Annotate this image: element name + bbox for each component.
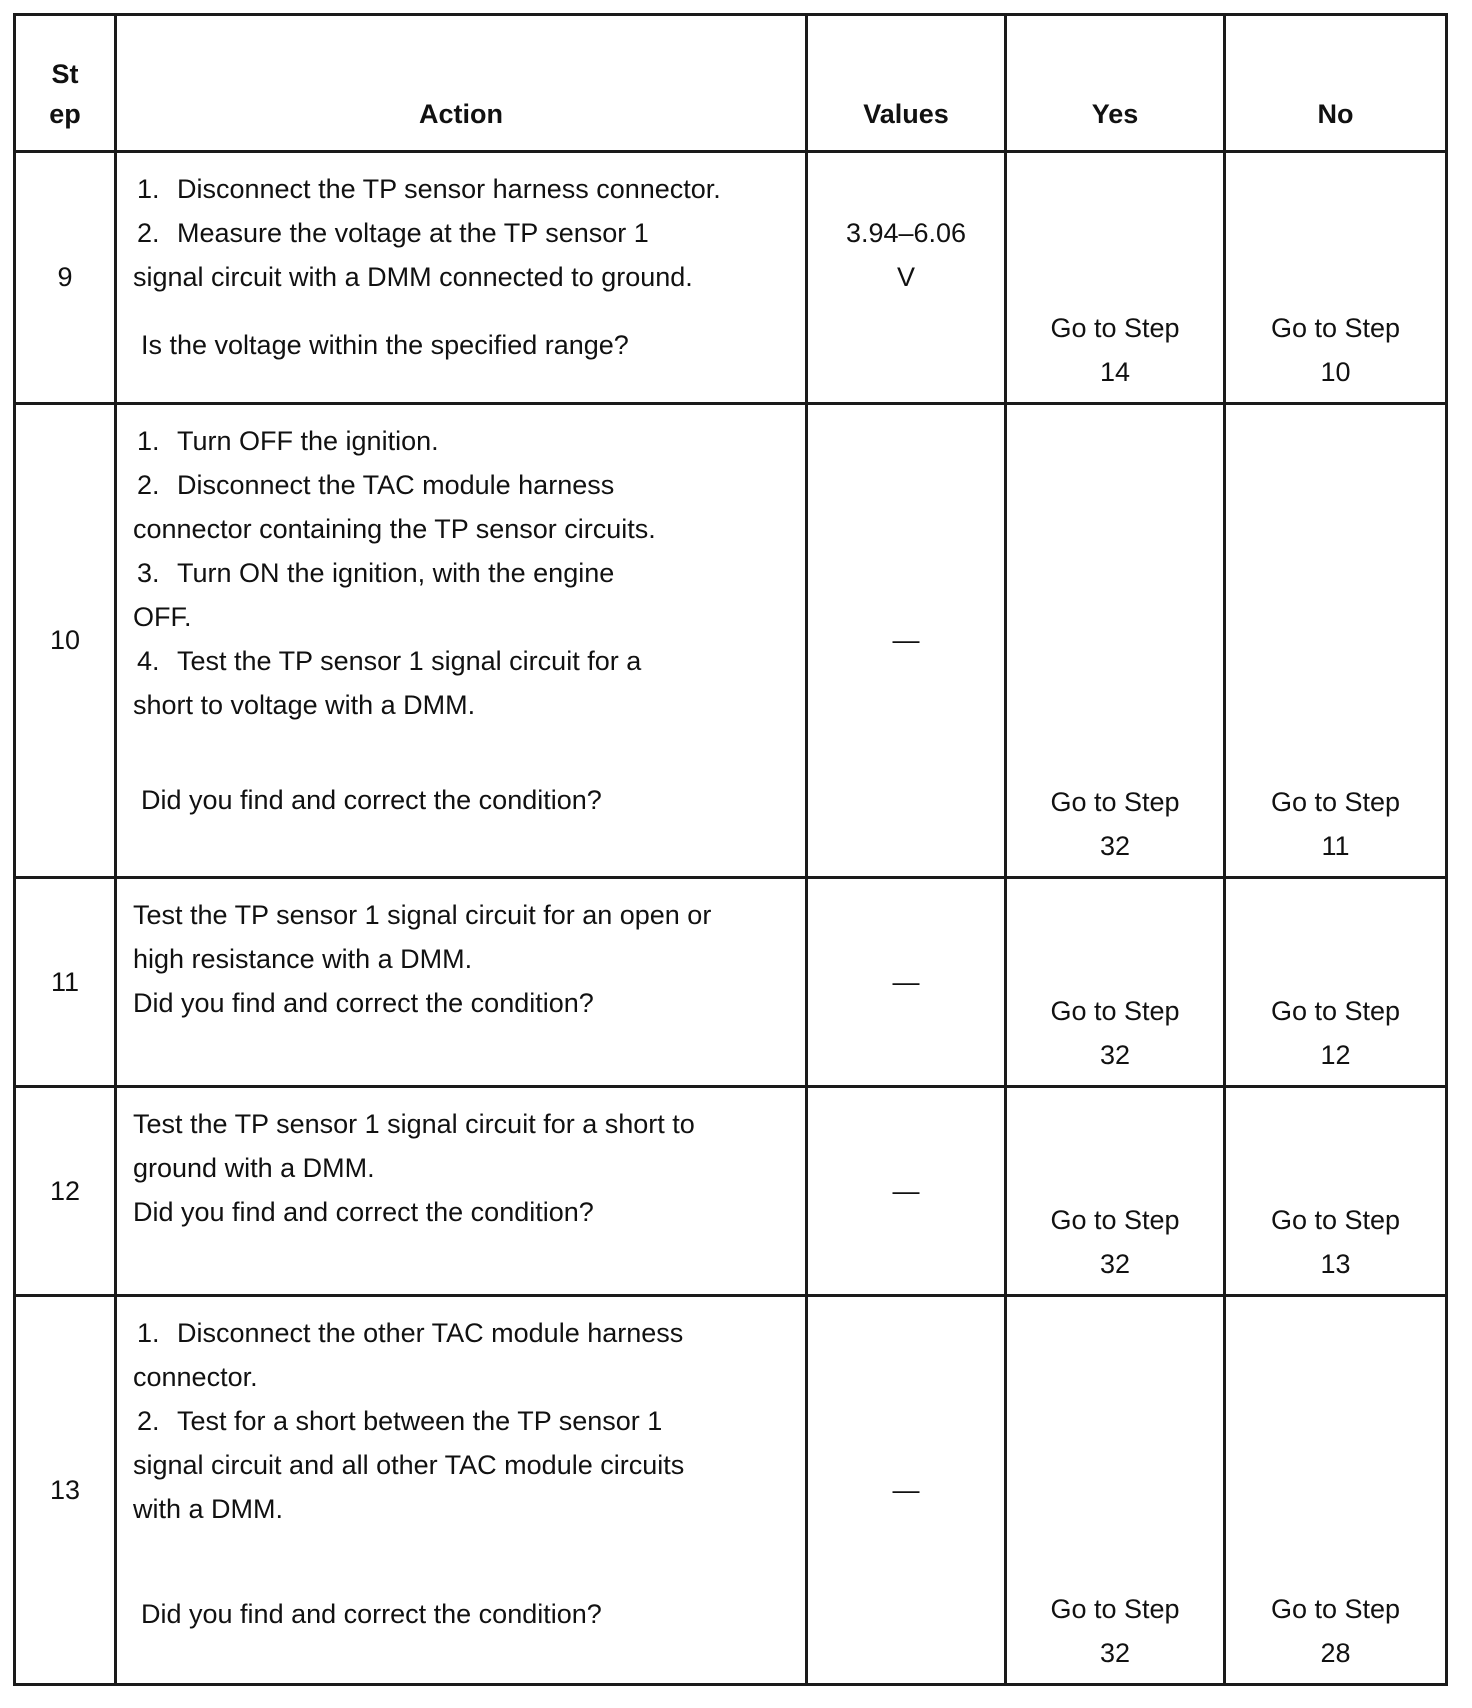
- action-line: [133, 981, 785, 1025]
- yes-cell: [1006, 877, 1225, 1086]
- action-step-number: 3.: [137, 557, 160, 588]
- action-text: OFF.: [133, 601, 192, 632]
- value-cell: [807, 1296, 1006, 1685]
- action-text: Test for a short between the TP sensor 1: [177, 1406, 663, 1437]
- header-step: Step: [15, 15, 116, 152]
- goto-label: Go to Step: [1270, 996, 1401, 1027]
- goto-target: 10: [1320, 356, 1351, 387]
- action-step-number: 2.: [137, 218, 160, 248]
- spacer: [133, 1531, 785, 1592]
- action-line: [133, 1355, 785, 1399]
- value-dash: —: [892, 1176, 920, 1207]
- action-line: [133, 255, 785, 299]
- goto-label: Go to Step: [1270, 1205, 1401, 1236]
- action-content: [133, 1311, 785, 1636]
- goto-target: 32: [1099, 1638, 1131, 1668]
- action-text: Turn ON the ignition, with the engine: [177, 557, 615, 588]
- action-cell: [116, 877, 807, 1086]
- goto-target: 32: [1099, 1249, 1131, 1280]
- yes-cell: [1006, 1296, 1225, 1685]
- header-row: [15, 15, 1447, 152]
- action-step-number: 4.: [137, 645, 160, 676]
- value-cell: [807, 1087, 1006, 1296]
- action-line: [133, 1443, 785, 1487]
- goto-target: 28: [1320, 1638, 1351, 1668]
- table-row: [15, 877, 1447, 1086]
- action-line: [133, 937, 785, 981]
- action-line: [133, 683, 785, 727]
- action-text: Test the TP sensor 1 signal circuit for a short to: [133, 1109, 695, 1140]
- action-text: short to voltage with a DMM.: [133, 689, 476, 720]
- action-question: Did you find and correct the condition?: [141, 1599, 602, 1630]
- action-step-number: 1.: [137, 425, 160, 456]
- step-number: 9: [15, 152, 116, 404]
- action-line: [133, 1399, 785, 1443]
- yes-cell: [1006, 403, 1225, 877]
- goto-label: Go to Step: [1050, 1594, 1180, 1624]
- action-text: signal circuit with a DMM connected to ground.: [133, 262, 693, 292]
- action-line: [133, 419, 785, 463]
- action-text: Measure the voltage at the TP sensor 1: [177, 218, 649, 248]
- action-text: Disconnect the TAC module harness: [177, 469, 615, 500]
- goto-label: Go to Step: [1270, 786, 1401, 817]
- no-cell: [1225, 403, 1447, 877]
- action-cell: [116, 152, 807, 404]
- action-line: [133, 167, 785, 211]
- spacer: [133, 727, 785, 778]
- action-line: [133, 507, 785, 551]
- action-text: Test the TP sensor 1 signal circuit for a: [177, 645, 642, 676]
- value-cell: [807, 877, 1006, 1086]
- value-dash: —: [892, 1475, 920, 1506]
- action-step-number: 1.: [137, 1318, 160, 1349]
- action-line: [133, 1487, 785, 1531]
- goto-label: Go to Step: [1270, 1594, 1401, 1624]
- action-text: ground with a DMM.: [133, 1153, 375, 1184]
- goto-label: Go to Step: [1270, 312, 1401, 343]
- action-text: connector containing the TP sensor circuits.: [133, 513, 656, 544]
- action-text: with a DMM.: [133, 1494, 284, 1525]
- goto-target: 13: [1320, 1249, 1351, 1280]
- no-cell: [1225, 152, 1447, 404]
- action-line: [133, 1311, 785, 1355]
- goto-target: 14: [1099, 356, 1131, 387]
- action-cell: [116, 1296, 807, 1685]
- header-action: Action: [116, 15, 807, 152]
- value-dash: —: [892, 967, 920, 998]
- action-line: [133, 1102, 785, 1146]
- spacer: [133, 299, 785, 323]
- action-line: [133, 1146, 785, 1190]
- goto-label: Go to Step: [1050, 786, 1180, 817]
- action-text: signal circuit and all other TAC module circuits: [133, 1450, 685, 1481]
- table-row: [15, 403, 1447, 877]
- action-step-number: 1.: [137, 174, 160, 204]
- action-cell: [116, 403, 807, 877]
- value-text: 3.94–6.06 V: [845, 218, 967, 292]
- table-body: [15, 152, 1447, 1685]
- action-text: Disconnect the TP sensor harness connector.: [177, 174, 721, 204]
- action-content: [133, 419, 785, 822]
- action-text: connector.: [133, 1362, 258, 1393]
- header-values: Values: [807, 15, 1006, 152]
- value-cell: [807, 403, 1006, 877]
- no-cell: [1225, 1296, 1447, 1685]
- action-line: [133, 211, 785, 255]
- table-row: [15, 1296, 1447, 1685]
- diagnostic-table: [13, 13, 1448, 1686]
- step-number: 12: [15, 1087, 116, 1296]
- no-cell: [1225, 877, 1447, 1086]
- step-number: 10: [15, 403, 116, 877]
- action-content: [133, 893, 785, 1054]
- goto-target: 11: [1321, 830, 1350, 861]
- action-line: [133, 893, 785, 937]
- goto-target: 32: [1099, 1040, 1131, 1071]
- step-number: 13: [15, 1296, 116, 1685]
- yes-cell: [1006, 152, 1225, 404]
- action-line: [133, 595, 785, 639]
- action-content: [133, 167, 785, 367]
- table-row: [15, 152, 1447, 404]
- action-text: Test the TP sensor 1 signal circuit for an open or: [133, 899, 712, 930]
- yes-cell: [1006, 1087, 1225, 1296]
- header-yes: Yes: [1006, 15, 1225, 152]
- value-cell: [807, 152, 1006, 404]
- action-cell: [116, 1087, 807, 1296]
- action-line: [133, 1190, 785, 1234]
- action-text: Disconnect the other TAC module harness: [177, 1318, 684, 1349]
- action-text: Did you find and correct the condition?: [133, 1197, 594, 1228]
- action-text: Turn OFF the ignition.: [177, 425, 439, 456]
- goto-label: Go to Step: [1050, 996, 1180, 1027]
- goto-target: 32: [1099, 830, 1131, 861]
- action-question: Did you find and correct the condition?: [141, 784, 602, 815]
- action-text: high resistance with a DMM.: [133, 943, 473, 974]
- action-line: [133, 639, 785, 683]
- no-cell: [1225, 1087, 1447, 1296]
- step-number: 11: [15, 877, 116, 1086]
- action-step-number: 2.: [137, 1406, 160, 1437]
- action-line: [133, 551, 785, 595]
- action-content: [133, 1102, 785, 1263]
- table-row: [15, 1087, 1447, 1296]
- goto-label: Go to Step: [1050, 1205, 1180, 1236]
- goto-label: Go to Step: [1050, 312, 1180, 343]
- header-no: No: [1225, 15, 1447, 152]
- action-text: Did you find and correct the condition?: [133, 987, 594, 1018]
- action-line: [133, 463, 785, 507]
- goto-target: 12: [1320, 1040, 1351, 1071]
- action-step-number: 2.: [137, 469, 160, 500]
- value-dash: —: [892, 625, 920, 656]
- action-question: Is the voltage within the specified range?: [141, 330, 629, 360]
